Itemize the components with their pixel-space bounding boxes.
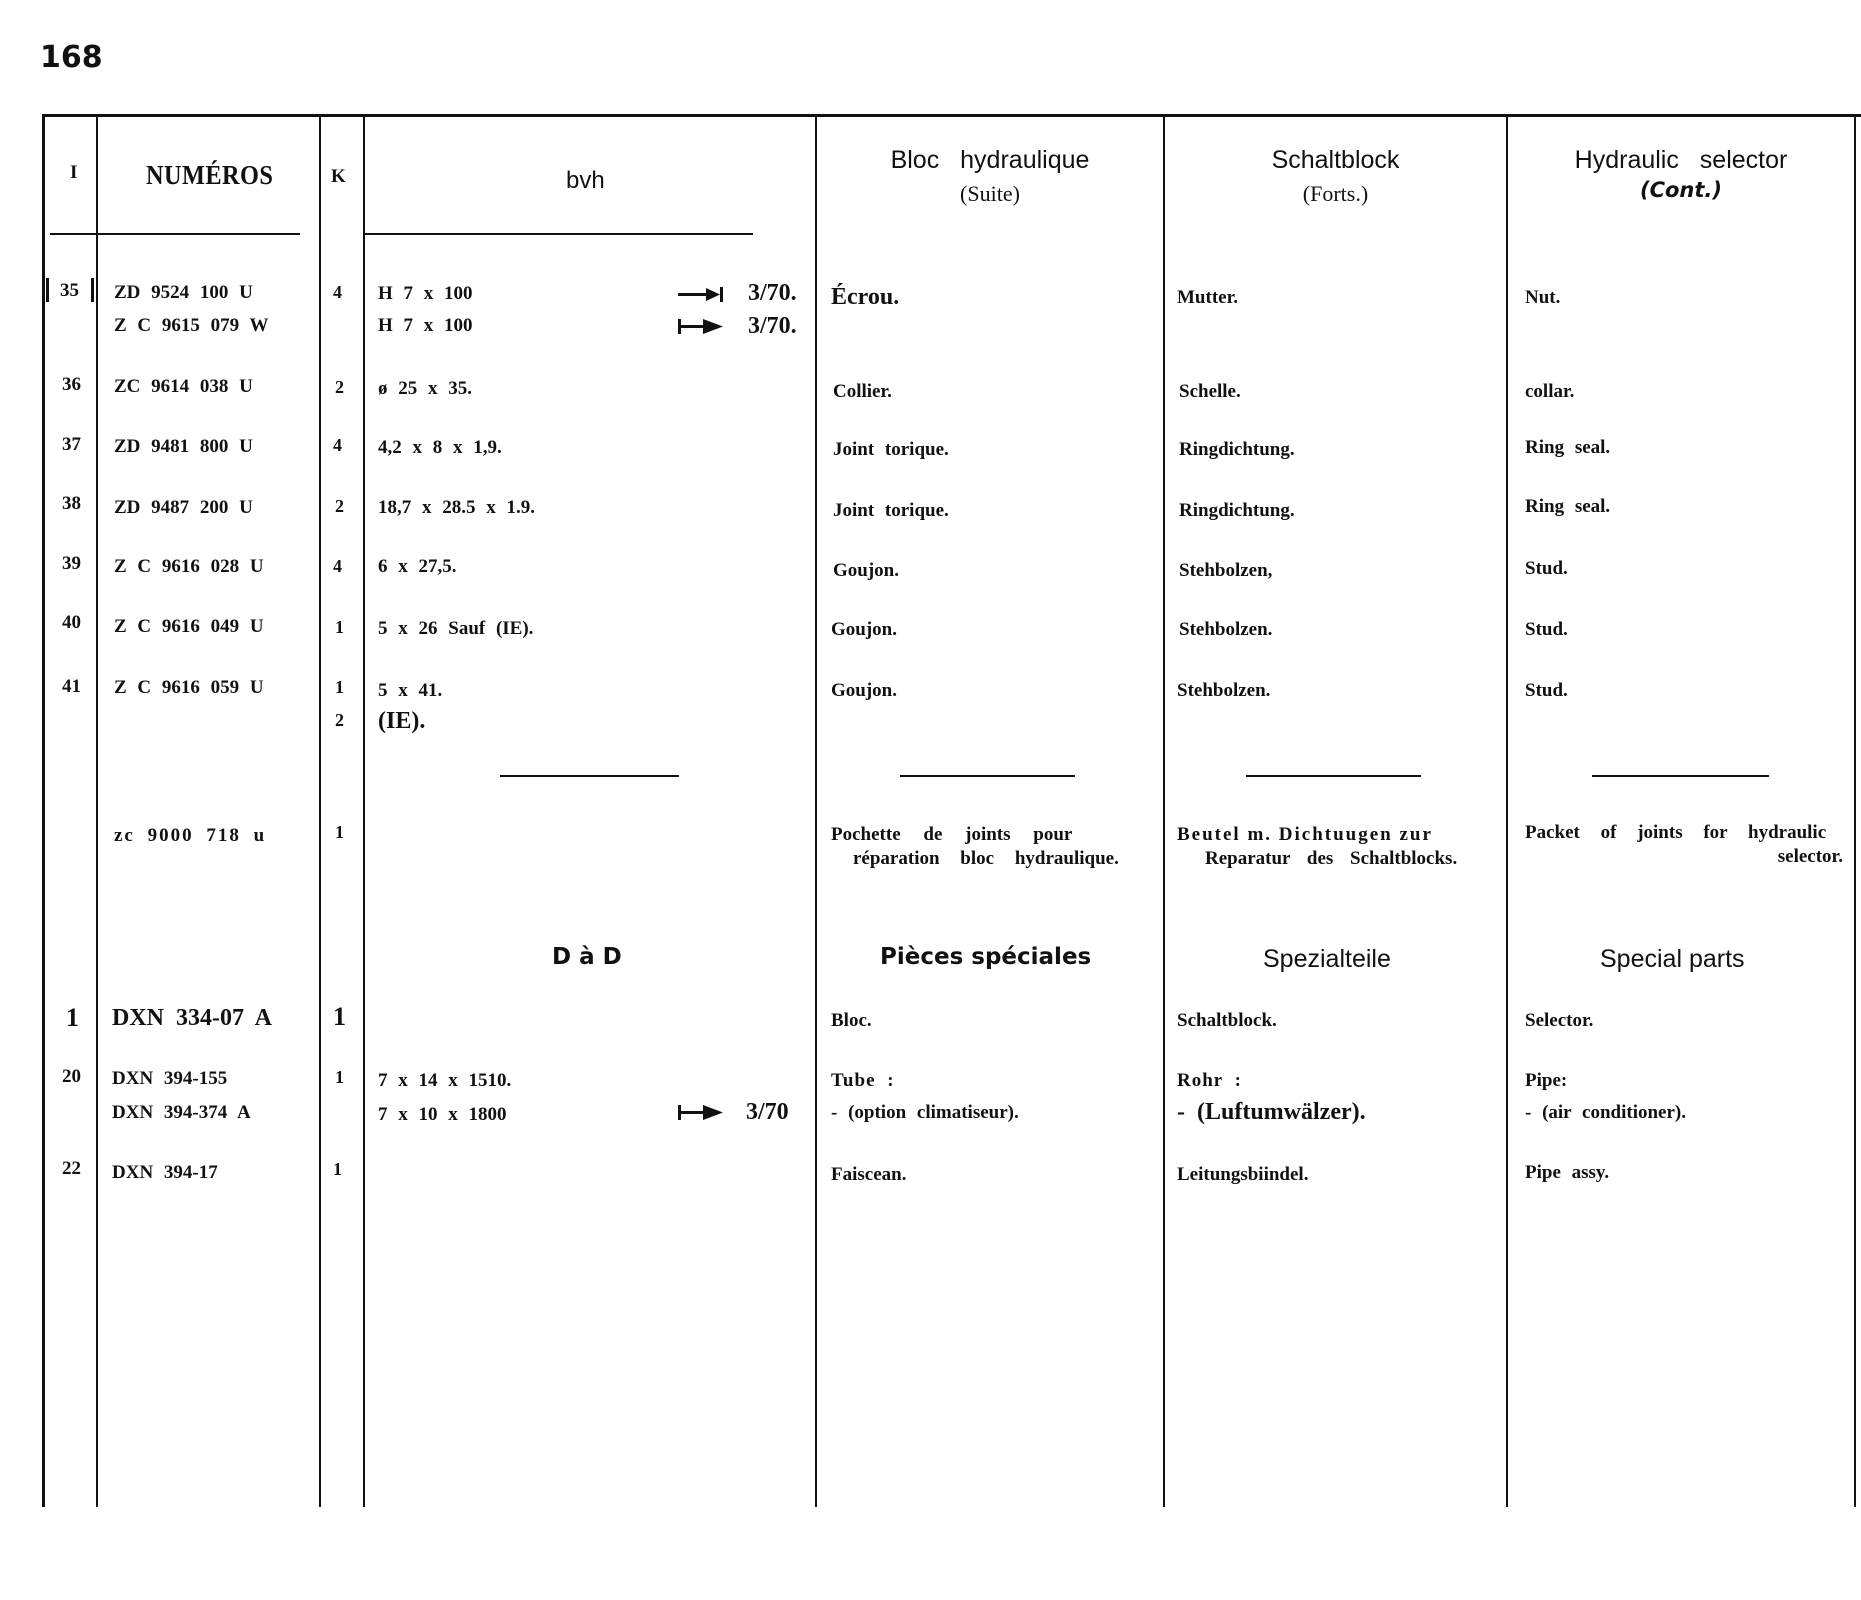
row-marker <box>91 278 94 302</box>
part-number: DXN 334-07 A <box>112 1005 272 1031</box>
dimension: (IE). <box>378 708 426 734</box>
dimension: 18,7 x 28.5 x 1.9. <box>378 497 535 518</box>
row-index: 35 <box>60 280 79 301</box>
english-description: Stud. <box>1525 558 1568 579</box>
german-description: Ringdichtung. <box>1179 439 1295 460</box>
english-description-line: Packet of joints for hydraulic <box>1525 822 1827 843</box>
dimension: H 7 x 100 <box>378 315 473 336</box>
quantity: 4 <box>333 556 342 576</box>
column-header-index: I <box>70 162 78 183</box>
german-description <box>1177 823 1502 871</box>
date-code: 3/70. <box>748 313 797 339</box>
french-description: Écrou. <box>831 284 900 310</box>
french-description: Joint torique. <box>833 500 949 521</box>
header-underline <box>365 233 753 235</box>
french-description: Bloc. <box>831 1010 872 1031</box>
german-description: Schelle. <box>1179 381 1241 402</box>
from-arrow-icon <box>678 318 724 334</box>
french-description <box>831 823 1151 871</box>
column-header-numeros: NUMÉROS <box>146 160 274 190</box>
quantity: 1 <box>335 822 344 842</box>
english-description: Stud. <box>1525 680 1568 701</box>
english-description: Nut. <box>1525 287 1561 308</box>
part-number: DXN 394-155 <box>112 1068 228 1089</box>
dimension: ø 25 x 35. <box>378 378 472 399</box>
german-description: Stehbolzen. <box>1179 619 1273 640</box>
section-heading-english: Special parts <box>1600 945 1745 973</box>
dimension: H 7 x 100 <box>378 283 473 304</box>
table-top-border <box>42 114 1861 117</box>
french-description: Goujon. <box>831 680 897 701</box>
quantity: 1 <box>335 617 344 637</box>
german-description: Rohr : <box>1177 1070 1242 1091</box>
column-divider <box>319 117 321 1507</box>
up-to-arrow-icon <box>678 286 724 302</box>
english-description <box>1525 821 1843 869</box>
part-number: ZD 9481 800 U <box>114 436 253 457</box>
column-divider <box>96 117 98 1507</box>
german-description: Stehbolzen. <box>1177 680 1271 701</box>
column-header-bvh: bvh <box>566 167 605 194</box>
french-description: Joint torique. <box>833 439 949 460</box>
part-number: zc 9000 718 u <box>114 825 267 846</box>
quantity: 1 <box>333 1002 346 1031</box>
part-number: ZD 9487 200 U <box>114 497 253 518</box>
quantity: 1 <box>333 1159 342 1179</box>
english-description: Selector. <box>1525 1010 1594 1031</box>
separator-line <box>900 775 1075 777</box>
dimension: 7 x 10 x 1800 <box>378 1104 507 1125</box>
row-index: 1 <box>66 1003 79 1032</box>
part-number: DXN 394-17 <box>112 1162 218 1183</box>
quantity: 2 <box>335 496 344 516</box>
german-description: Ringdichtung. <box>1179 500 1295 521</box>
quantity: 4 <box>333 435 342 455</box>
row-index: 39 <box>62 553 81 574</box>
row-index: 20 <box>62 1066 81 1087</box>
dimension: 5 x 41. <box>378 680 443 701</box>
part-number: Z C 9615 079 W <box>114 315 269 336</box>
separator-line <box>500 775 679 777</box>
column-divider <box>1163 117 1165 1507</box>
french-description-line: réparation bloc hydraulique. <box>853 848 1119 869</box>
english-description-line: selector. <box>1777 846 1843 867</box>
quantity: 1 <box>335 677 344 697</box>
date-code: 3/70 <box>746 1099 789 1125</box>
quantity: 1 <box>335 1067 344 1087</box>
row-index: 22 <box>62 1158 81 1179</box>
english-description: Pipe: <box>1525 1070 1568 1091</box>
english-description: - (air conditioner). <box>1525 1102 1686 1123</box>
part-number: Z C 9616 059 U <box>114 677 264 698</box>
part-number: Z C 9616 049 U <box>114 616 264 637</box>
french-description: - (option climatiseur). <box>831 1102 1019 1123</box>
row-index: 40 <box>62 612 81 633</box>
dimension: 4,2 x 8 x 1,9. <box>378 437 502 458</box>
column-header-german: Schaltblock <box>1271 146 1400 174</box>
row-index: 41 <box>62 676 81 697</box>
german-description-line: Reparatur des Schaltblocks. <box>1205 848 1458 869</box>
page-number: 168 <box>40 40 103 75</box>
german-description: Leitungsbiindel. <box>1177 1164 1309 1185</box>
quantity: 2 <box>335 377 344 397</box>
separator-line <box>1246 775 1421 777</box>
column-header-french-sub: (Suite) <box>960 181 1020 206</box>
section-heading-range: D à D <box>552 944 622 970</box>
column-divider <box>363 117 365 1507</box>
german-description: Stehbolzen, <box>1179 560 1273 581</box>
separator-line <box>1592 775 1769 777</box>
date-code: 3/70. <box>748 280 797 306</box>
column-divider <box>42 117 45 1507</box>
dimension: 6 x 27,5. <box>378 556 457 577</box>
row-index: 37 <box>62 434 81 455</box>
part-number: DXN 394-374 A <box>112 1102 251 1123</box>
part-number: ZC 9614 038 U <box>114 376 253 397</box>
english-description: Ring seal. <box>1525 496 1611 517</box>
row-index: 36 <box>62 374 81 395</box>
section-heading-french: Pièces spéciales <box>880 944 1092 970</box>
german-description: Schaltblock. <box>1177 1010 1277 1031</box>
column-divider <box>815 117 817 1507</box>
column-header-english-sub: (Cont.) <box>1639 178 1722 202</box>
row-index: 38 <box>62 493 81 514</box>
part-number: ZD 9524 100 U <box>114 282 253 303</box>
english-description: Stud. <box>1525 619 1568 640</box>
part-number: Z C 9616 028 U <box>114 556 264 577</box>
header-underline <box>50 233 300 235</box>
column-header-german-sub: (Forts.) <box>1302 181 1369 206</box>
section-heading-german: Spezialteile <box>1263 945 1391 973</box>
from-arrow-icon <box>678 1104 724 1120</box>
column-header-k: K <box>331 166 346 187</box>
dimension: 5 x 26 Sauf (IE). <box>378 618 534 639</box>
french-description: Collier. <box>833 381 892 402</box>
german-description: Mutter. <box>1177 287 1239 308</box>
english-description: Ring seal. <box>1525 437 1611 458</box>
german-description-line: Beutel m. Dichtuugen zur <box>1177 824 1433 845</box>
quantity: 4 <box>333 282 342 302</box>
french-description: Goujon. <box>833 560 899 581</box>
column-divider <box>1506 117 1508 1507</box>
german-description: - (Luftumwälzer). <box>1177 1099 1366 1125</box>
french-description: Tube : <box>831 1070 895 1091</box>
column-header-english: Hydraulic selector <box>1574 146 1788 174</box>
quantity: 2 <box>335 710 344 730</box>
french-description-line: Pochette de joints pour <box>831 824 1073 845</box>
french-description: Goujon. <box>831 619 897 640</box>
english-description: Pipe assy. <box>1525 1162 1610 1183</box>
french-description: Faiscean. <box>831 1164 907 1185</box>
column-divider <box>1854 117 1856 1507</box>
english-description: collar. <box>1525 381 1575 402</box>
row-marker <box>46 278 49 302</box>
column-header-french: Bloc hydraulique <box>890 146 1090 174</box>
dimension: 7 x 14 x 1510. <box>378 1070 512 1091</box>
